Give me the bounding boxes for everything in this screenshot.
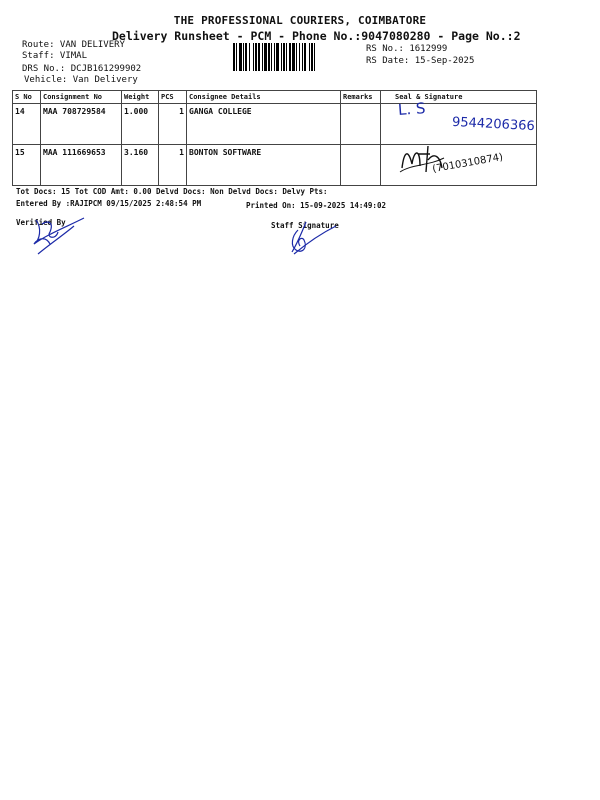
rs-date: RS Date: 15-Sep-2025 <box>366 56 475 66</box>
printed-on: Printed On: 15-09-2025 14:49:02 <box>246 201 386 210</box>
cell-consignment: MAA 111669653 <box>43 148 106 157</box>
cell-consignee: BONTON SOFTWARE <box>189 148 262 157</box>
verifier-signature <box>28 214 88 256</box>
col-header-remarks: Remarks <box>341 91 381 104</box>
col-header-pcs: PCS <box>159 91 187 104</box>
entered-by: Entered By :RAJIPCM 09/15/2025 2:48:54 PM <box>16 199 202 208</box>
cell-remarks <box>343 104 378 107</box>
verified-by-label: Verified By <box>16 218 66 227</box>
route-label: Route: VAN DELIVERY <box>22 40 125 50</box>
cell-sno: 15 <box>15 148 25 157</box>
staff-signature <box>282 218 342 260</box>
col-header-consignee: Consignee Details <box>187 91 341 104</box>
handwritten-phone: 9544206366 <box>451 114 536 135</box>
vehicle-label: Vehicle: Van Delivery <box>24 75 138 85</box>
cell-pcs: 1 <box>179 148 184 157</box>
col-header-signature: Seal & Signature <box>381 91 537 104</box>
col-header-sno: S No <box>13 91 41 104</box>
handwritten-initials: L. S <box>397 99 427 119</box>
table-header-row <box>13 91 537 104</box>
cell-sno: 14 <box>15 107 25 116</box>
runsheet-title: Delivery Runsheet - PCM - Phone No.:9047080280 - Page No.:2 <box>112 29 521 43</box>
cell-consignment: MAA 708729584 <box>43 107 106 116</box>
totals-line: Tot Docs: 15 Tot COD Amt: 0.00 Delvd Docs: Non Delvd Docs: Delvy Pts: <box>16 187 328 196</box>
col-header-consignment: Consignment No <box>41 91 122 104</box>
cell-consignee: GANGA COLLEGE <box>189 107 252 116</box>
col-header-weight: Weight <box>122 91 159 104</box>
cell-weight: 3.160 <box>124 148 149 157</box>
runsheet-table <box>12 90 537 186</box>
handwritten-phone: (7010310874) <box>431 151 504 176</box>
barcode-image <box>233 43 363 71</box>
company-name: THE PROFESSIONAL COURIERS, COIMBATORE <box>173 14 427 27</box>
rs-number: RS No.: 1612999 <box>366 44 448 54</box>
cell-weight: 1.000 <box>124 107 149 116</box>
staff-signature-label: Staff Signature <box>271 221 339 230</box>
cell-pcs: 1 <box>179 107 184 116</box>
staff-label: Staff: VIMAL <box>22 51 88 61</box>
cell-remarks <box>343 145 378 148</box>
drs-number: DRS No.: DCJB161299902 <box>22 64 142 74</box>
